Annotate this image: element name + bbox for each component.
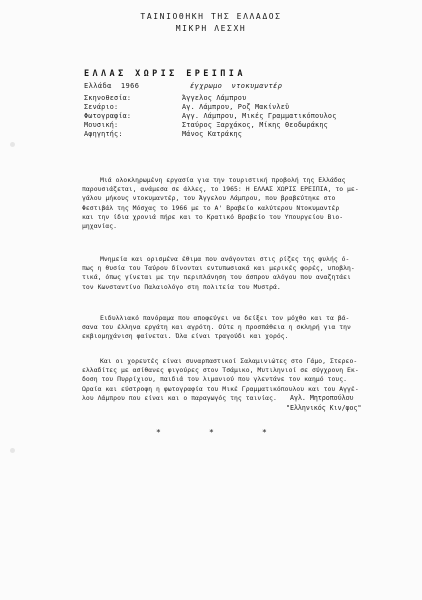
club-name: ΜΙΚΡΗ ΛΕΣΧΗ [175,24,247,33]
credit-label: Φωτογραφία: [84,112,132,120]
paragraph-line: μηχανίας. [82,221,118,230]
paragraph-line: λου Λάμπρου που είναι και ο παραγωγός της ταινίας. [82,393,277,402]
body-paragraph [82,176,359,231]
credit-value: Αγγ. Λάμπρου, Μικές Γραμματικόπουλος [182,112,337,120]
paragraph-line: πως η θυσία του Ταύρου δίνονται εντυπωσιακά και μερικές φορές, υποβλη- [82,264,355,273]
paragraph-line: εκβιομηχάνιση φαίνεται. Όλα είναι τραγούδι και χορός. [82,332,289,341]
punch-hole-mark [10,448,15,453]
paragraph-line: δοση του Πυρρίχιου, παιδιά του λιμανιού που γλεντάνε τον καημό τους. [82,375,348,384]
paragraph-line: Ειδυλλιακό πανόραμα που αποφεύγει να δείξει τον μόχθο και τα βά- [100,314,350,322]
film-kind: έγχρωμο ντοκυμαντέρ [190,82,283,90]
credit-value: Άγγελος Λάμπρου [182,94,247,102]
paragraph-line: Και οι χορευτές είναι συναρπαστικοί Σαλαμινιώτες στο Γάμο, Στερεο- [100,357,358,365]
paragraph-line: τικά, όπως γίνεται με την περιπλάνηση του άσπρου αλόγου που αναζητάει [82,273,351,282]
signature-affiliation: "Ελληνικός Κιν/φος" [286,404,362,412]
paragraph-line: Μνημεία και ορισμένα έθιμα που ανάγονται στις ρίζες της φυλής ό- [100,255,350,263]
paragraph-line: τον Κωνσταντίνο Παλαιολόγο στη πολιτεία του Μυστρά. [82,282,281,291]
paragraph-line: σανα του έλληνα εργάτη και αγρότη. Ούτε η προσπάθεια η σκληρή για την [82,323,351,332]
credit-value: Αγ. Λάμπρου, Ροζ Μακίνλεϋ [182,103,290,111]
paragraph-line: και την ίδια χρονιά πήρε και το Κρατικό Βραβείο του Υπουργείου Βιο- [82,212,344,221]
punch-hole-mark [10,142,15,147]
film-title: ΕΛΛΑΣ ΧΩΡΙΣ ΕΡΕΙΠΙΑ [84,69,246,79]
paragraph-line: παρουσιάζεται, ανάμεσα σε άλλες, το 1965: Η ΕΛΛΑΣ ΧΩΡΙΣ ΕΡΕΙΠΙΑ, το με- [82,185,359,194]
body-paragraph [82,255,355,292]
paragraph-line: ελλαδίτες με ασίθανες φιγούρες στον Τσάμικο, Μυτιληνιοί σε σύγχρονη Εκ- [82,366,359,375]
paragraph-line: γάλου μήκους ντοκυμαντέρ, του Άγγελου Λάμπρου, που βραβεύτηκε στο [82,194,336,203]
signature-name: Αγλ. Μητροπούλου [290,394,354,402]
credit-value: Μάνος Κατράκης [182,130,243,138]
film-country-year: Ελλάδα 1966 [84,82,140,90]
credit-label: Σενάριο: [84,103,119,111]
credit-label: Αφηγητής: [84,130,123,138]
separator-star: * [262,428,267,437]
credit-value: Σταύρος Ξαρχάκος, Μίκης Θεοδωράκης [182,121,328,129]
archive-name: ΤΑΙΝΙΟΘΗΚΗ ΤΗΣ ΕΛΛΑΔΟΣ [140,12,282,21]
paragraph-line: Ωραία και εύστροφη η φωτογραφία του Μικέ Γραμματικόπουλου και του Αγγέ- [82,384,359,393]
paragraph-line: Μιά ολοκληρωμένη εργασία για την τουριστική προβολή της Ελλάδας [100,176,346,184]
credit-label: Σκηνοθεσία: [84,94,132,102]
separator-star: * [156,428,161,437]
body-paragraph [82,314,351,342]
paragraph-line: Φεστιβάλ της Μόσχας το 1966 με το Α' Βραβείο καλύτερου Ντοκυμαντέρ [82,203,340,212]
separator-star: * [209,428,214,437]
credit-label: Μουσική: [84,121,119,129]
